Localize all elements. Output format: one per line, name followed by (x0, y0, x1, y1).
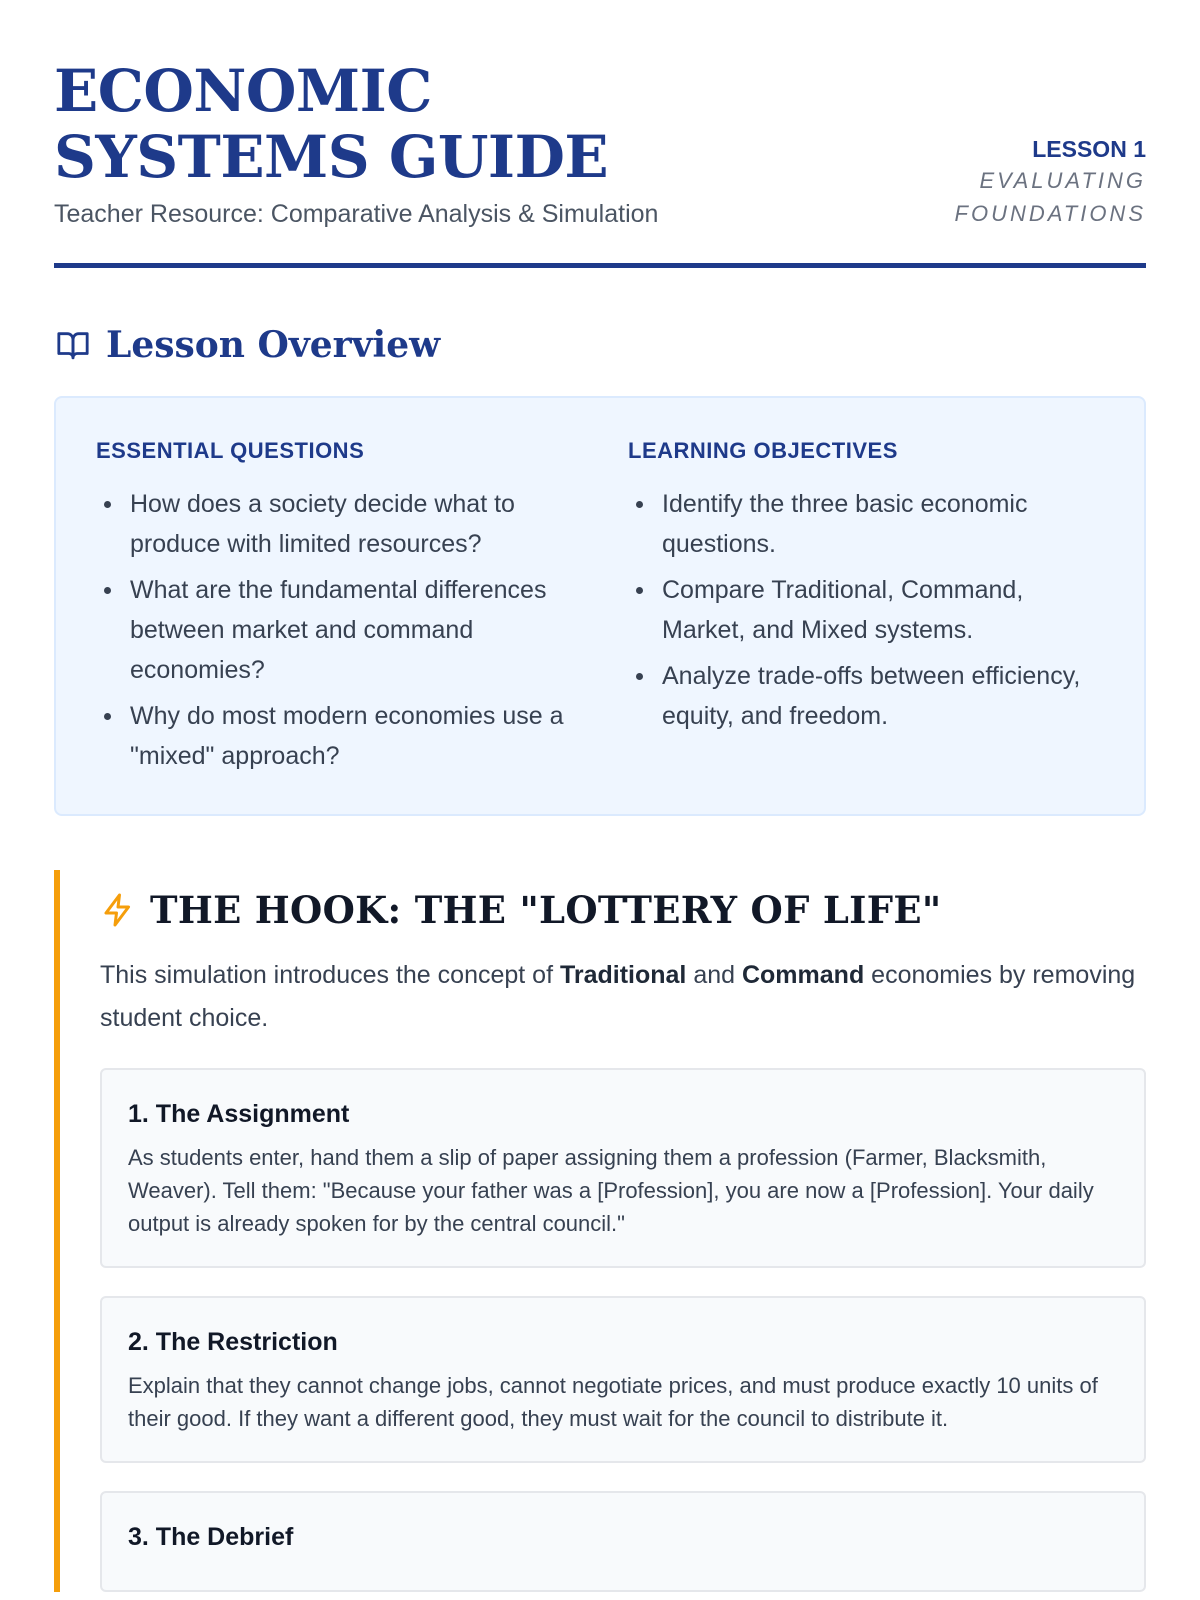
hook-intro-prefix: This simulation introduces the concept of (100, 961, 560, 989)
lesson-theme: EVALUATING FOUNDATIONS (954, 168, 1146, 226)
learning-objectives-list (628, 484, 1104, 736)
page-header (54, 0, 1146, 268)
list-item: Compare Traditional, Command, Market, and Mixed systems. (628, 570, 1104, 650)
list-item: Why do most modern economies use a "mixed" approach? (96, 696, 572, 776)
learning-objectives-heading: LEARNING OBJECTIVES (628, 438, 898, 463)
open-book-icon (54, 328, 92, 362)
hook-title: THE HOOK: THE "LOTTERY OF LIFE" (150, 888, 942, 932)
step-text: Explain that they cannot change jobs, cannot negotiate prices, and must produce exactly 10 units of their good. If they want a different good, they must wait for the council to distribute it. (128, 1373, 1098, 1431)
list-item: How does a society decide what to produce with limited resources? (96, 484, 572, 564)
hook-intro-mid: and (686, 961, 742, 989)
hook-section (54, 870, 1146, 1592)
hook-intro-suffix: economies by removing student choice. (100, 961, 1136, 1032)
overview-box (54, 396, 1146, 816)
essential-questions (96, 438, 572, 778)
list-item: Identify the three basic economic questions. (628, 484, 1104, 564)
page-title: ECONOMIC SYSTEMS GUIDE (54, 57, 609, 191)
step-card (100, 1296, 1146, 1463)
essential-questions-heading: ESSENTIAL QUESTIONS (96, 438, 365, 463)
lightning-icon (100, 891, 136, 929)
hook-intro-bold-traditional: Traditional (559, 961, 687, 989)
list-item: Analyze trade-offs between efficiency, equity, and freedom. (628, 656, 1104, 736)
hook-heading (100, 888, 1146, 932)
essential-questions-list (96, 484, 572, 776)
hook-intro-bold-command: Command (741, 961, 865, 989)
lesson-meta (916, 134, 1146, 230)
step-title: 2. The Restriction (128, 1328, 338, 1356)
overview-title: Lesson Overview (106, 324, 441, 366)
overview-heading (54, 324, 1146, 366)
lesson-label: LESSON 1 (1032, 136, 1146, 162)
step-card (100, 1068, 1146, 1268)
learning-objectives (628, 438, 1104, 778)
step-text: As students enter, hand them a slip of paper assigning them a profession (Farmer, Blacksmith, Weaver). Tell them: "Because your father was a [Profession], you are now a [Profession]. Your daily output is already spoken for by the central council." (128, 1145, 1094, 1236)
step-title: 1. The Assignment (128, 1100, 350, 1128)
hook-intro (100, 954, 1146, 1040)
page-subtitle: Teacher Resource: Comparative Analysis & Simulation (54, 200, 659, 228)
list-item: What are the fundamental differences between market and command economies? (96, 570, 572, 690)
step-card (100, 1491, 1146, 1592)
step-title: 3. The Debrief (128, 1523, 294, 1551)
